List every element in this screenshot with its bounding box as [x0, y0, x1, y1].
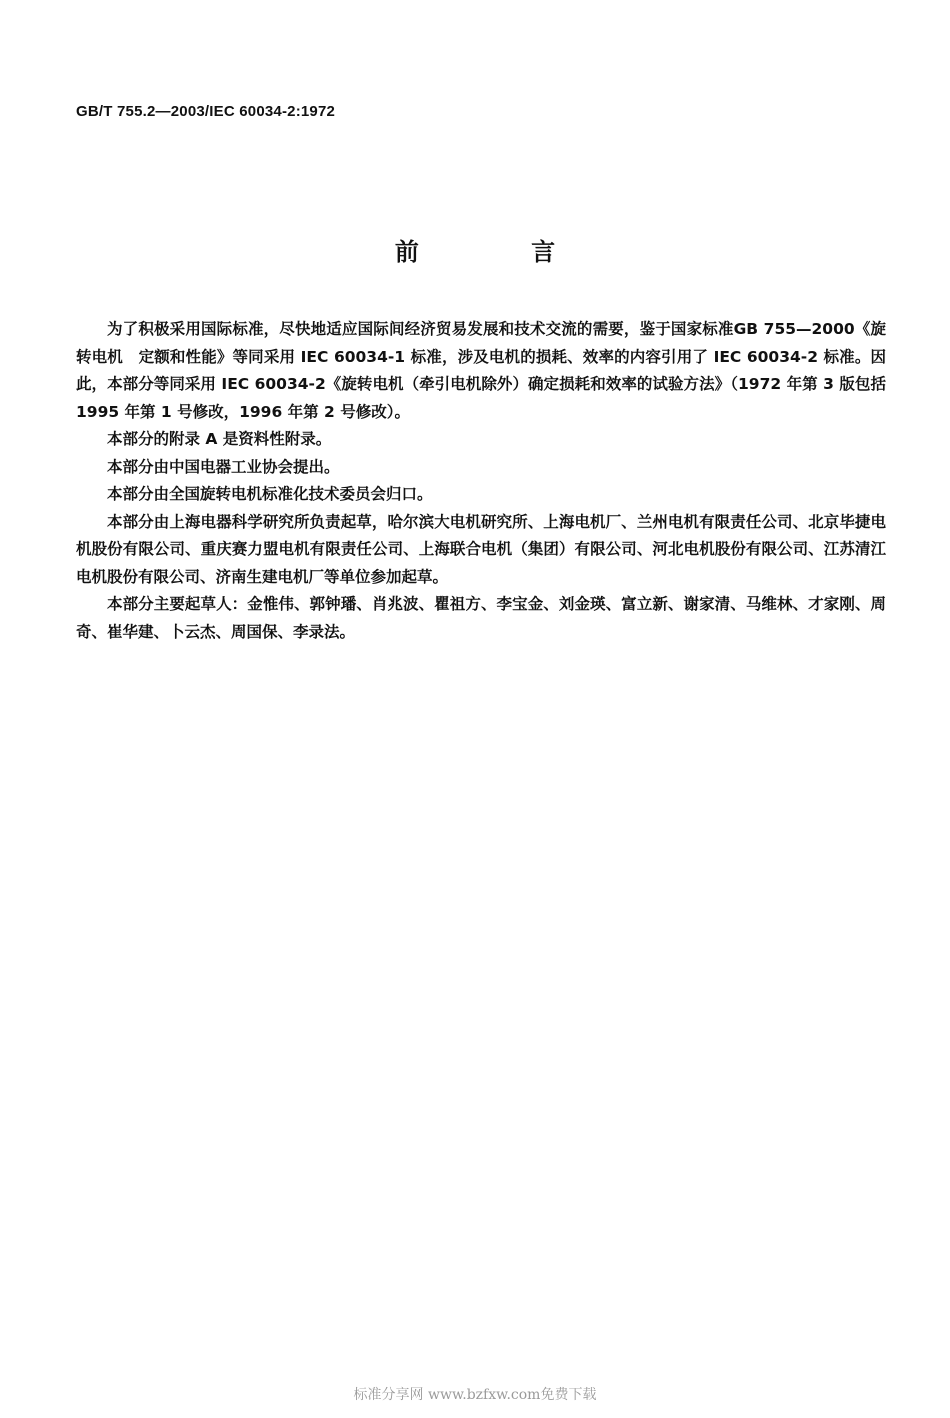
foreword-body	[76, 316, 886, 646]
standard-number: GB/T 755.2—2003/IEC 60034-2:1972	[76, 103, 336, 120]
page-title: 前 言	[394, 238, 608, 266]
paragraph-proposer: 本部分由中国电器工业协会提出。	[107, 457, 340, 476]
paragraph-drafters: 本部分主要起草人：金惟伟、郭钟璠、肖兆波、瞿祖方、李宝金、刘金瑛、富立新、谢家清、马维林、才家刚、周奇、崔华建、卜云杰、周国保、李录法。	[76, 595, 886, 641]
paragraph-committee: 本部分由全国旋转电机标准化技术委员会归口。	[107, 485, 433, 503]
footer-watermark: 标准分享网 www.bzfxw.com免费下载	[353, 1387, 597, 1403]
paragraph-appendix: 本部分的附录 A 是资料性附录。	[107, 430, 332, 448]
paragraph-drafting-units: 本部分由上海电器科学研究所负责起草，哈尔滨大电机研究所、上海电机厂、兰州电机有限责任公司、北京毕捷电机股份有限公司、重庆赛力盟电机有限责任公司、上海联合电机（集团）有限公司、河北电机股份有限公司、江苏清江电机股份有限公司、济南生建电机厂等单位参加起草。	[76, 512, 886, 586]
paragraph-purpose: 为了积极采用国际标准，尽快地适应国际间经济贸易发展和技术交流的需要，鉴于国家标准GB 755—2000《旋转电机 定额和性能》等同采用 IEC 60034-1 标准，涉及电机的损耗、效率的内容引用了 IEC 60034-2 标准。因此，本部分等同采用 IEC 60034-2《旋转电机（牵引电机除外）确定损耗和效率的试验方法》（1972 年第 3 版包括 1995 年第 1 号修改，1996 年第 2 号修改）。	[76, 320, 886, 421]
